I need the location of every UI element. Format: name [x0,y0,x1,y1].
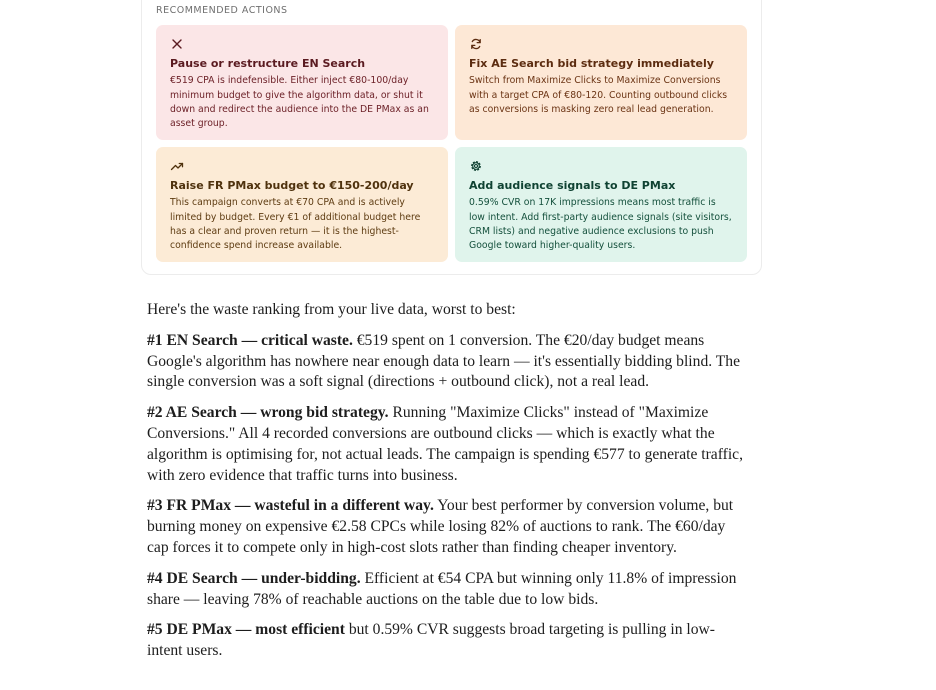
action-title: Raise FR PMax budget to €150-200/day [170,179,414,192]
recommended-actions-heading: RECOMMENDED ACTIONS [156,5,288,16]
ranking-item [147,403,747,486]
ranking-text: Running "Maximize Clicks" instead of "Maximize Conversions." All 4 recorded conversions are outbound clicks — which is exactly what the algorithm is optimising for, not actual leads. The campaign is spending €577 to generate traffic, with zero evidence that traffic turns into business. [147,404,743,484]
action-body: Switch from Maximize Clicks to Maximize Conversions with a target CPA of €80-120. Counting outbound clicks as conversions is masking zero real lead generation. [469,75,728,115]
intro-paragraph: Here's the waste ranking from your live data, worst to best: [147,301,516,318]
action-title: Fix AE Search bid strategy immediately [469,57,714,70]
ranking-text: €519 spent on 1 conversion. The €20/day budget means Google's algorithm has nowhere near enough data to learn — it's essentially bidding blind. The single conversion was a soft signal (directions + outbound click), not a real lead. [147,331,740,391]
ranking-text: Efficient at €54 CPA but winning only 11.8% of impression share — leaving 78% of reachable auctions on the table due to low bids. [147,569,737,608]
action-card-fix-ae-bid [455,25,747,140]
ranking-text: but 0.59% CVR suggests broad targeting is pulling in low-intent users. [147,621,715,660]
close-icon [170,37,184,51]
ranking-lead: #2 AE Search — wrong bid strategy. [147,404,389,422]
action-card-audience-signals [455,147,747,262]
action-body: 0.59% CVR on 17K impressions means most traffic is low intent. Add first-party audience signals (site visitors, CRM lists) and negative audience exclusions to push Google toward higher-quality users. [469,197,732,252]
action-card-pause-en-search [156,25,448,140]
action-title: Pause or restructure EN Search [170,57,366,70]
action-title: Add audience signals to DE PMax [469,179,676,192]
ranking-item [147,496,747,558]
ranking-text: Your best performer by conversion volume, but burning money on expensive €2.58 CPCs while losing 82% of auctions to rank. The €60/day cap forces it to compete only in high-cost slots rather than finding cheaper inventory. [147,497,734,556]
action-card-raise-fr-budget [156,147,448,262]
ranking-item [147,569,747,611]
ranking-item [147,331,747,393]
ranking-lead: #5 DE PMax — most efficient [147,621,345,639]
action-body: This campaign converts at €70 CPA and is actively limited by budget. Every €1 of additional budget here has a clear and proven return — it is the highest-confidence spend increase available. [170,197,421,252]
refresh-icon [469,37,483,51]
assistant-message [147,300,747,672]
ranking-item [147,620,747,662]
ranking-lead: #4 DE Search — under-bidding. [147,569,361,587]
trending-up-icon [170,159,184,173]
ranking-lead: #3 FR PMax — wasteful in a different way. [147,497,434,515]
gear-icon [469,159,483,173]
ranking-lead: #1 EN Search — critical waste. [147,331,353,349]
action-body: €519 CPA is indefensible. Either inject €80-100/day minimum budget to give the algorithm data, or shut it down and redirect the audience into the DE PMax as an asset group. [170,75,429,130]
